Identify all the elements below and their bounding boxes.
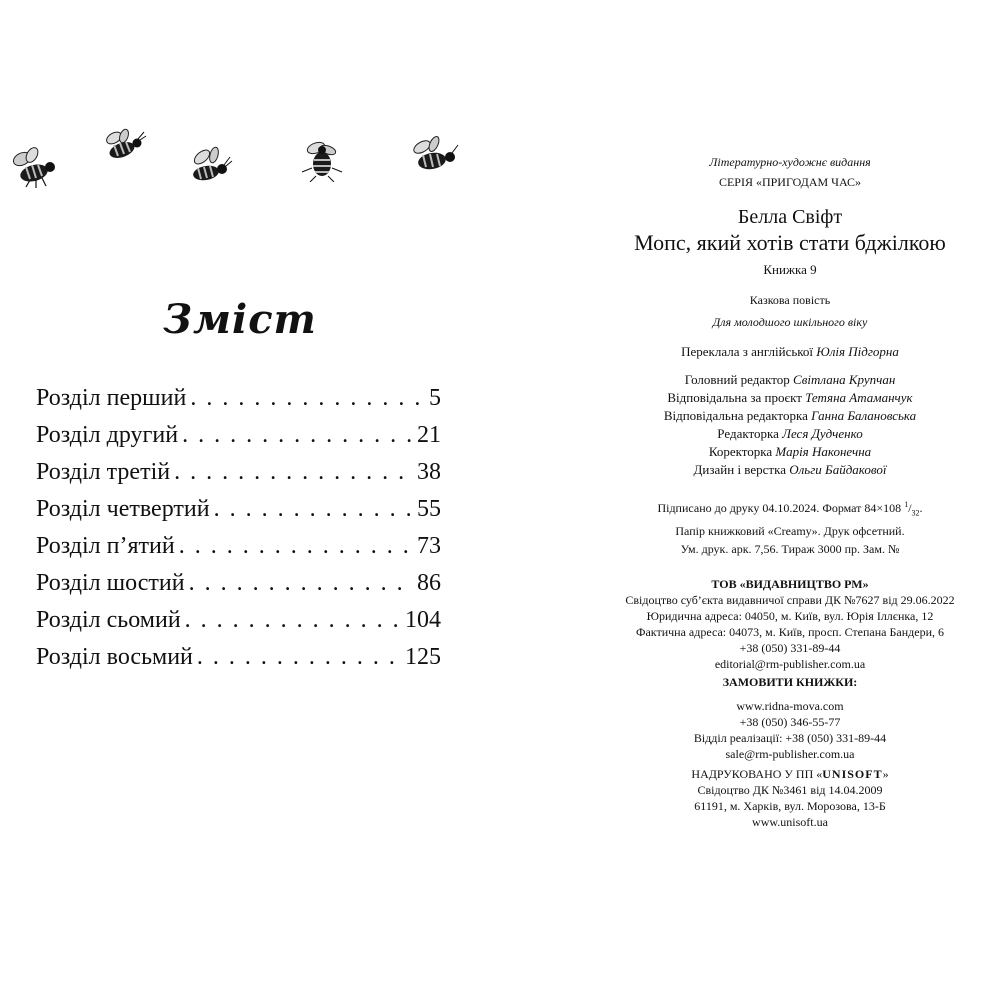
series-line: СЕРІЯ «ПРИГОДАМ ЧАС»	[718, 175, 862, 189]
credit-row	[580, 371, 1000, 389]
publisher-block	[580, 576, 1000, 672]
credit-role: Редакторка	[717, 426, 779, 441]
book-number: Книжка 9	[763, 262, 817, 277]
book-description	[580, 292, 1000, 330]
left-page	[0, 0, 480, 1000]
printer-line: Свідоцтво ДК №3461 від 14.04.2009	[697, 783, 883, 797]
book-heading	[580, 205, 1000, 279]
toc-chapter-label: Розділ другий	[36, 422, 179, 448]
credit-name: Леся Дудченко	[782, 426, 863, 441]
publisher-line: Юридична адреса: 04050, м. Київ, вул. Юрія Іллєнка, 12	[646, 609, 934, 623]
toc-row	[36, 496, 441, 533]
book-title: Мопс, який хотів стати бджілкою	[634, 230, 946, 255]
printer-name: UNISOFT	[822, 767, 883, 781]
credit-row	[580, 407, 1000, 425]
credit-row	[580, 425, 1000, 443]
toc-leader-dots	[179, 533, 413, 560]
toc-leader-dots	[182, 422, 413, 449]
credit-row	[580, 461, 1000, 479]
toc-leader-dots	[189, 570, 413, 597]
printer-suffix: »	[882, 767, 889, 781]
translated-label: Переклала з англійської	[681, 344, 814, 359]
credit-name: Світлана Крупчан	[793, 372, 896, 387]
toc-row	[36, 533, 441, 570]
bee-icon	[186, 145, 234, 189]
credit-role: Відповідальна за проєкт	[667, 390, 802, 405]
toc-chapter-label: Розділ п’ятий	[36, 533, 175, 559]
publisher-line: Свідоцтво суб’єкта видавничої справи ДК №7627 від 29.06.2022	[625, 593, 955, 607]
right-page	[580, 0, 1000, 1000]
toc-title: Зміст	[163, 296, 317, 343]
author-name: Белла Свіфт	[737, 206, 843, 228]
toc-page-number: 55	[417, 496, 441, 522]
genre-line: Літературно-художнє видання	[709, 155, 871, 169]
format-denominator: 32	[911, 508, 920, 518]
credit-role: Головний редактор	[684, 372, 790, 387]
credit-name: Марія Наконечна	[775, 444, 872, 459]
credit-name: Ганна Балановська	[811, 408, 917, 423]
toc-page-number: 38	[417, 459, 441, 485]
imprint-header	[580, 154, 1000, 190]
toc-page-number: 73	[417, 533, 441, 559]
paper-line: Папір книжковий «Creamy». Друк офсетний.	[675, 524, 905, 539]
printer-heading	[580, 766, 1000, 782]
printer-line: 61191, м. Харків, вул. Морозова, 13-Б	[694, 799, 886, 813]
toc-chapter-label: Розділ восьмий	[36, 644, 193, 670]
toc-page-number: 21	[417, 422, 441, 448]
order-line: Відділ реалізації: +38 (050) 331-89-44	[693, 731, 887, 745]
toc-chapter-label: Розділ перший	[36, 385, 187, 411]
credit-role: Коректорка	[708, 444, 773, 459]
toc-page-number: 125	[405, 644, 441, 670]
book-type: Казкова повість	[749, 293, 831, 307]
translator-name: Юлія Підгорна	[816, 344, 899, 359]
credit-role: Відповідальна редакторка	[663, 408, 808, 423]
credit-name: Тетяна Атаманчук	[805, 390, 913, 405]
bee-icon	[296, 138, 346, 182]
toc-page-number: 86	[417, 570, 441, 596]
print-format-line: Підписано до друку 04.10.2024. Формат 84×108 $^1/_{32}$.	[657, 500, 923, 518]
toc-row	[36, 570, 441, 607]
toc-leader-dots	[190, 385, 425, 412]
toc-leader-dots	[197, 644, 401, 671]
toc-chapter-label: Розділ четвертий	[36, 496, 210, 522]
publisher-line: editorial@rm-publisher.com.ua	[714, 657, 866, 671]
toc-row	[36, 607, 441, 644]
toc-leader-dots	[174, 459, 413, 486]
toc-row	[36, 422, 441, 459]
print-details	[580, 496, 1000, 558]
translator-line	[580, 343, 1000, 361]
order-heading: ЗАМОВИТИ КНИЖКИ:	[722, 675, 858, 689]
credit-row	[580, 443, 1000, 461]
order-block	[580, 674, 1000, 762]
toc-row	[36, 459, 441, 496]
toc-row	[36, 644, 441, 681]
bee-icon	[8, 145, 60, 190]
table-of-contents	[36, 385, 441, 681]
toc-page-number: 5	[429, 385, 441, 411]
printer-line: www.unisoft.ua	[752, 815, 828, 829]
print-format-text: Підписано до друку 04.10.2024. Формат 84×108	[657, 501, 902, 515]
bee-icon	[408, 135, 460, 179]
toc-chapter-label: Розділ сьомий	[36, 607, 181, 633]
publisher-line: Фактична адреса: 04073, м. Київ, просп. Степана Бандери, 6	[635, 625, 944, 639]
credits-list	[580, 371, 1000, 479]
print-sheets-line: Ум. друк. арк. 7,56. Тираж 3000 пр. Зам. №	[680, 542, 900, 557]
publisher-line: +38 (050) 331-89-44	[739, 641, 841, 655]
order-line: www.ridna-mova.com	[736, 699, 844, 713]
book-audience: Для молодшого шкільного віку	[712, 315, 868, 329]
toc-leader-dots	[214, 496, 413, 523]
order-line: +38 (050) 346-55-77	[739, 715, 841, 729]
credit-name: Ольги Байдакової	[789, 462, 887, 477]
bee-icon	[100, 128, 148, 168]
credit-row	[580, 389, 1000, 407]
printer-block	[580, 766, 1000, 830]
format-numerator: 1	[904, 500, 909, 509]
toc-page-number: 104	[405, 607, 441, 633]
bee-illustrations	[0, 0, 480, 220]
toc-leader-dots	[185, 607, 401, 634]
printer-prefix: НАДРУКОВАНО У ПП «	[691, 767, 823, 781]
toc-chapter-label: Розділ шостий	[36, 570, 185, 596]
publisher-name: ТОВ «ВИДАВНИЦТВО РМ»	[711, 577, 869, 591]
order-line: sale@rm-publisher.com.ua	[725, 747, 855, 761]
credit-role: Дизайн і верстка	[693, 462, 786, 477]
toc-row	[36, 385, 441, 422]
toc-chapter-label: Розділ третій	[36, 459, 171, 485]
